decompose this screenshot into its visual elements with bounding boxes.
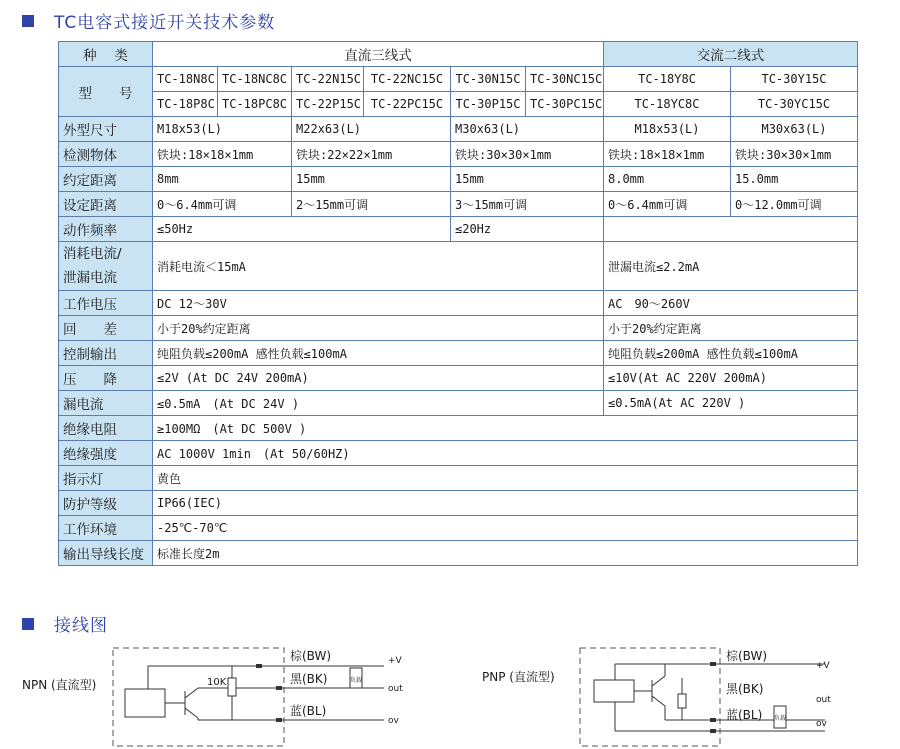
load-label: 负载	[349, 677, 363, 684]
table-cell: ≤0.5mA (At DC 24V )	[153, 391, 604, 416]
table-row	[59, 67, 858, 92]
table-cell: 铁块:18×18×1mm	[153, 142, 292, 167]
row-label: 压 降	[59, 366, 153, 391]
pnp-label: PNP (直流型)	[482, 670, 555, 684]
table-cell: -25℃-70℃	[153, 516, 858, 541]
table-cell: DC 12～30V	[153, 291, 604, 316]
row-label: 动作频率	[59, 217, 153, 242]
model-cell: TC-30N15C	[451, 67, 526, 92]
table-cell: 铁块:22×22×1mm	[292, 142, 451, 167]
model-cell: TC-18PC8C	[218, 92, 292, 117]
row-label-line: 泄漏电流	[63, 270, 117, 286]
section-title-text: 接线图	[54, 616, 108, 636]
table-row	[59, 541, 858, 566]
table-row	[59, 42, 858, 67]
table-cell: 15.0mm	[731, 167, 858, 192]
ac-header: 交流二线式	[604, 42, 858, 67]
pnp-wiring-diagram	[460, 636, 900, 749]
table-row	[59, 391, 858, 416]
table-cell: ≤10V(At AC 220V 200mA)	[604, 366, 858, 391]
resistor-icon	[228, 678, 236, 696]
spec-table	[58, 41, 858, 566]
section-title-wiring	[22, 611, 108, 636]
row-label: 外型尺寸	[59, 117, 153, 142]
table-cell: 铁块:30×30×1mm	[731, 142, 858, 167]
dc-header: 直流三线式	[153, 42, 604, 67]
model-cell: TC-22N15C	[292, 67, 364, 92]
table-cell: ≤2V (At DC 24V 200mA)	[153, 366, 604, 391]
terminal-marks	[710, 662, 716, 733]
table-cell: 小于20%约定距离	[153, 316, 604, 341]
row-label	[59, 242, 153, 291]
model-cell: TC-30NC15C	[526, 67, 604, 92]
model-cell: TC-18N8C	[153, 67, 218, 92]
table-cell: 3～15mm可调	[451, 192, 604, 217]
terminal-marks	[256, 664, 282, 722]
table-cell: 0～12.0mm可调	[731, 192, 858, 217]
model-cell: TC-30PC15C	[526, 92, 604, 117]
row-label: 工作环境	[59, 516, 153, 541]
table-cell: 标准长度2m	[153, 541, 858, 566]
table-cell	[604, 217, 858, 242]
model-cell: TC-30P15C	[451, 92, 526, 117]
model-cell: TC-18NC8C	[218, 67, 292, 92]
table-cell: AC 1000V 1min (At 50/60HZ)	[153, 441, 858, 466]
wire-brown-label: 棕(BW)	[726, 649, 768, 663]
table-cell: 泄漏电流≤2.2mA	[604, 242, 858, 291]
table-cell: 15mm	[292, 167, 451, 192]
row-label: 种 类	[59, 42, 153, 67]
table-cell: 0～6.4mm可调	[604, 192, 731, 217]
table-row	[59, 92, 858, 117]
section-title-text: TC电容式接近开关技术参数	[54, 13, 276, 33]
row-label: 约定距离	[59, 167, 153, 192]
table-cell: 0～6.4mm可调	[153, 192, 292, 217]
table-cell: 铁块:18×18×1mm	[604, 142, 731, 167]
table-row	[59, 466, 858, 491]
table-cell: 纯阻负载≤200mA 感性负载≤100mA	[604, 341, 858, 366]
wire-blue-label: 蓝(BL)	[290, 704, 327, 718]
table-row	[59, 117, 858, 142]
npn-label: NPN (直流型)	[22, 678, 97, 692]
table-cell: ≤0.5mA(At AC 220V )	[604, 391, 858, 416]
table-cell: M22x63(L)	[292, 117, 451, 142]
table-cell: 15mm	[451, 167, 604, 192]
row-label-line: 消耗电流/	[63, 246, 122, 262]
table-cell: AC 90～260V	[604, 291, 858, 316]
npn-wires	[148, 666, 384, 720]
npn-wiring-diagram	[0, 636, 440, 749]
npn-transistor-icon	[165, 688, 220, 720]
plus-v-label: +V	[388, 656, 402, 666]
resistor-icon	[678, 694, 686, 708]
table-cell: 8mm	[153, 167, 292, 192]
row-label: 设定距离	[59, 192, 153, 217]
table-cell: 消耗电流＜15mA	[153, 242, 604, 291]
wire-black-label: 黑(BK)	[726, 682, 764, 696]
plus-v-label: +V	[816, 661, 830, 671]
section-title-specs	[22, 8, 275, 33]
row-label: 防护等级	[59, 491, 153, 516]
table-cell: IP66(IEC)	[153, 491, 858, 516]
row-label: 漏电流	[59, 391, 153, 416]
table-row	[59, 142, 858, 167]
table-cell: 铁块:30×30×1mm	[451, 142, 604, 167]
table-row	[59, 316, 858, 341]
row-label: 绝缘电阻	[59, 416, 153, 441]
table-cell: 小于20%约定距离	[604, 316, 858, 341]
wire-black-label: 黑(BK)	[290, 672, 328, 686]
table-cell: M30x63(L)	[731, 117, 858, 142]
table-cell: M18x53(L)	[604, 117, 731, 142]
model-cell: TC-18P8C	[153, 92, 218, 117]
table-cell: M30x63(L)	[451, 117, 604, 142]
row-label: 指示灯	[59, 466, 153, 491]
out-label: out	[388, 684, 403, 694]
table-row	[59, 366, 858, 391]
row-label: 型 号	[59, 67, 153, 117]
row-label: 控制输出	[59, 341, 153, 366]
section-square-icon	[22, 618, 34, 630]
table-cell: ≤50Hz	[153, 217, 451, 242]
table-row	[59, 242, 858, 291]
table-row	[59, 516, 858, 541]
table-cell: 8.0mm	[604, 167, 731, 192]
table-cell: ≥100MΩ (At DC 500V )	[153, 416, 858, 441]
wire-brown-label: 棕(BW)	[290, 649, 332, 663]
model-cell: TC-22P15C	[292, 92, 364, 117]
table-row	[59, 192, 858, 217]
pnp-transistor-icon	[634, 676, 665, 706]
model-cell: TC-22NC15C	[364, 67, 451, 92]
row-label: 输出导线长度	[59, 541, 153, 566]
table-cell: 2～15mm可调	[292, 192, 451, 217]
out-label: out	[816, 695, 831, 705]
table-row	[59, 491, 858, 516]
table-row	[59, 291, 858, 316]
table-cell: 黄色	[153, 466, 858, 491]
model-cell: TC-22PC15C	[364, 92, 451, 117]
table-cell: M18x53(L)	[153, 117, 292, 142]
model-cell: TC-18Y8C	[604, 67, 731, 92]
row-label: 工作电压	[59, 291, 153, 316]
table-row	[59, 341, 858, 366]
section-square-icon	[22, 15, 34, 27]
ov-label: ov	[816, 719, 827, 729]
model-cell: TC-30Y15C	[731, 67, 858, 92]
wire-blue-label: 蓝(BL)	[726, 708, 763, 722]
row-label: 绝缘强度	[59, 441, 153, 466]
sensor-housing-outline	[113, 648, 284, 746]
load-label: 负载	[773, 715, 787, 722]
table-row	[59, 167, 858, 192]
resistor-label: 10K	[207, 677, 227, 688]
oscillator-block-icon	[594, 680, 634, 702]
ov-label: ov	[388, 716, 399, 726]
oscillator-block-icon	[125, 689, 165, 717]
table-cell: ≤20Hz	[451, 217, 604, 242]
row-label: 回 差	[59, 316, 153, 341]
table-cell: 纯阻负载≤200mA 感性负载≤100mA	[153, 341, 604, 366]
table-row	[59, 217, 858, 242]
table-row	[59, 416, 858, 441]
table-row	[59, 441, 858, 466]
model-cell: TC-18YC8C	[604, 92, 731, 117]
model-cell: TC-30YC15C	[731, 92, 858, 117]
row-label: 检测物体	[59, 142, 153, 167]
